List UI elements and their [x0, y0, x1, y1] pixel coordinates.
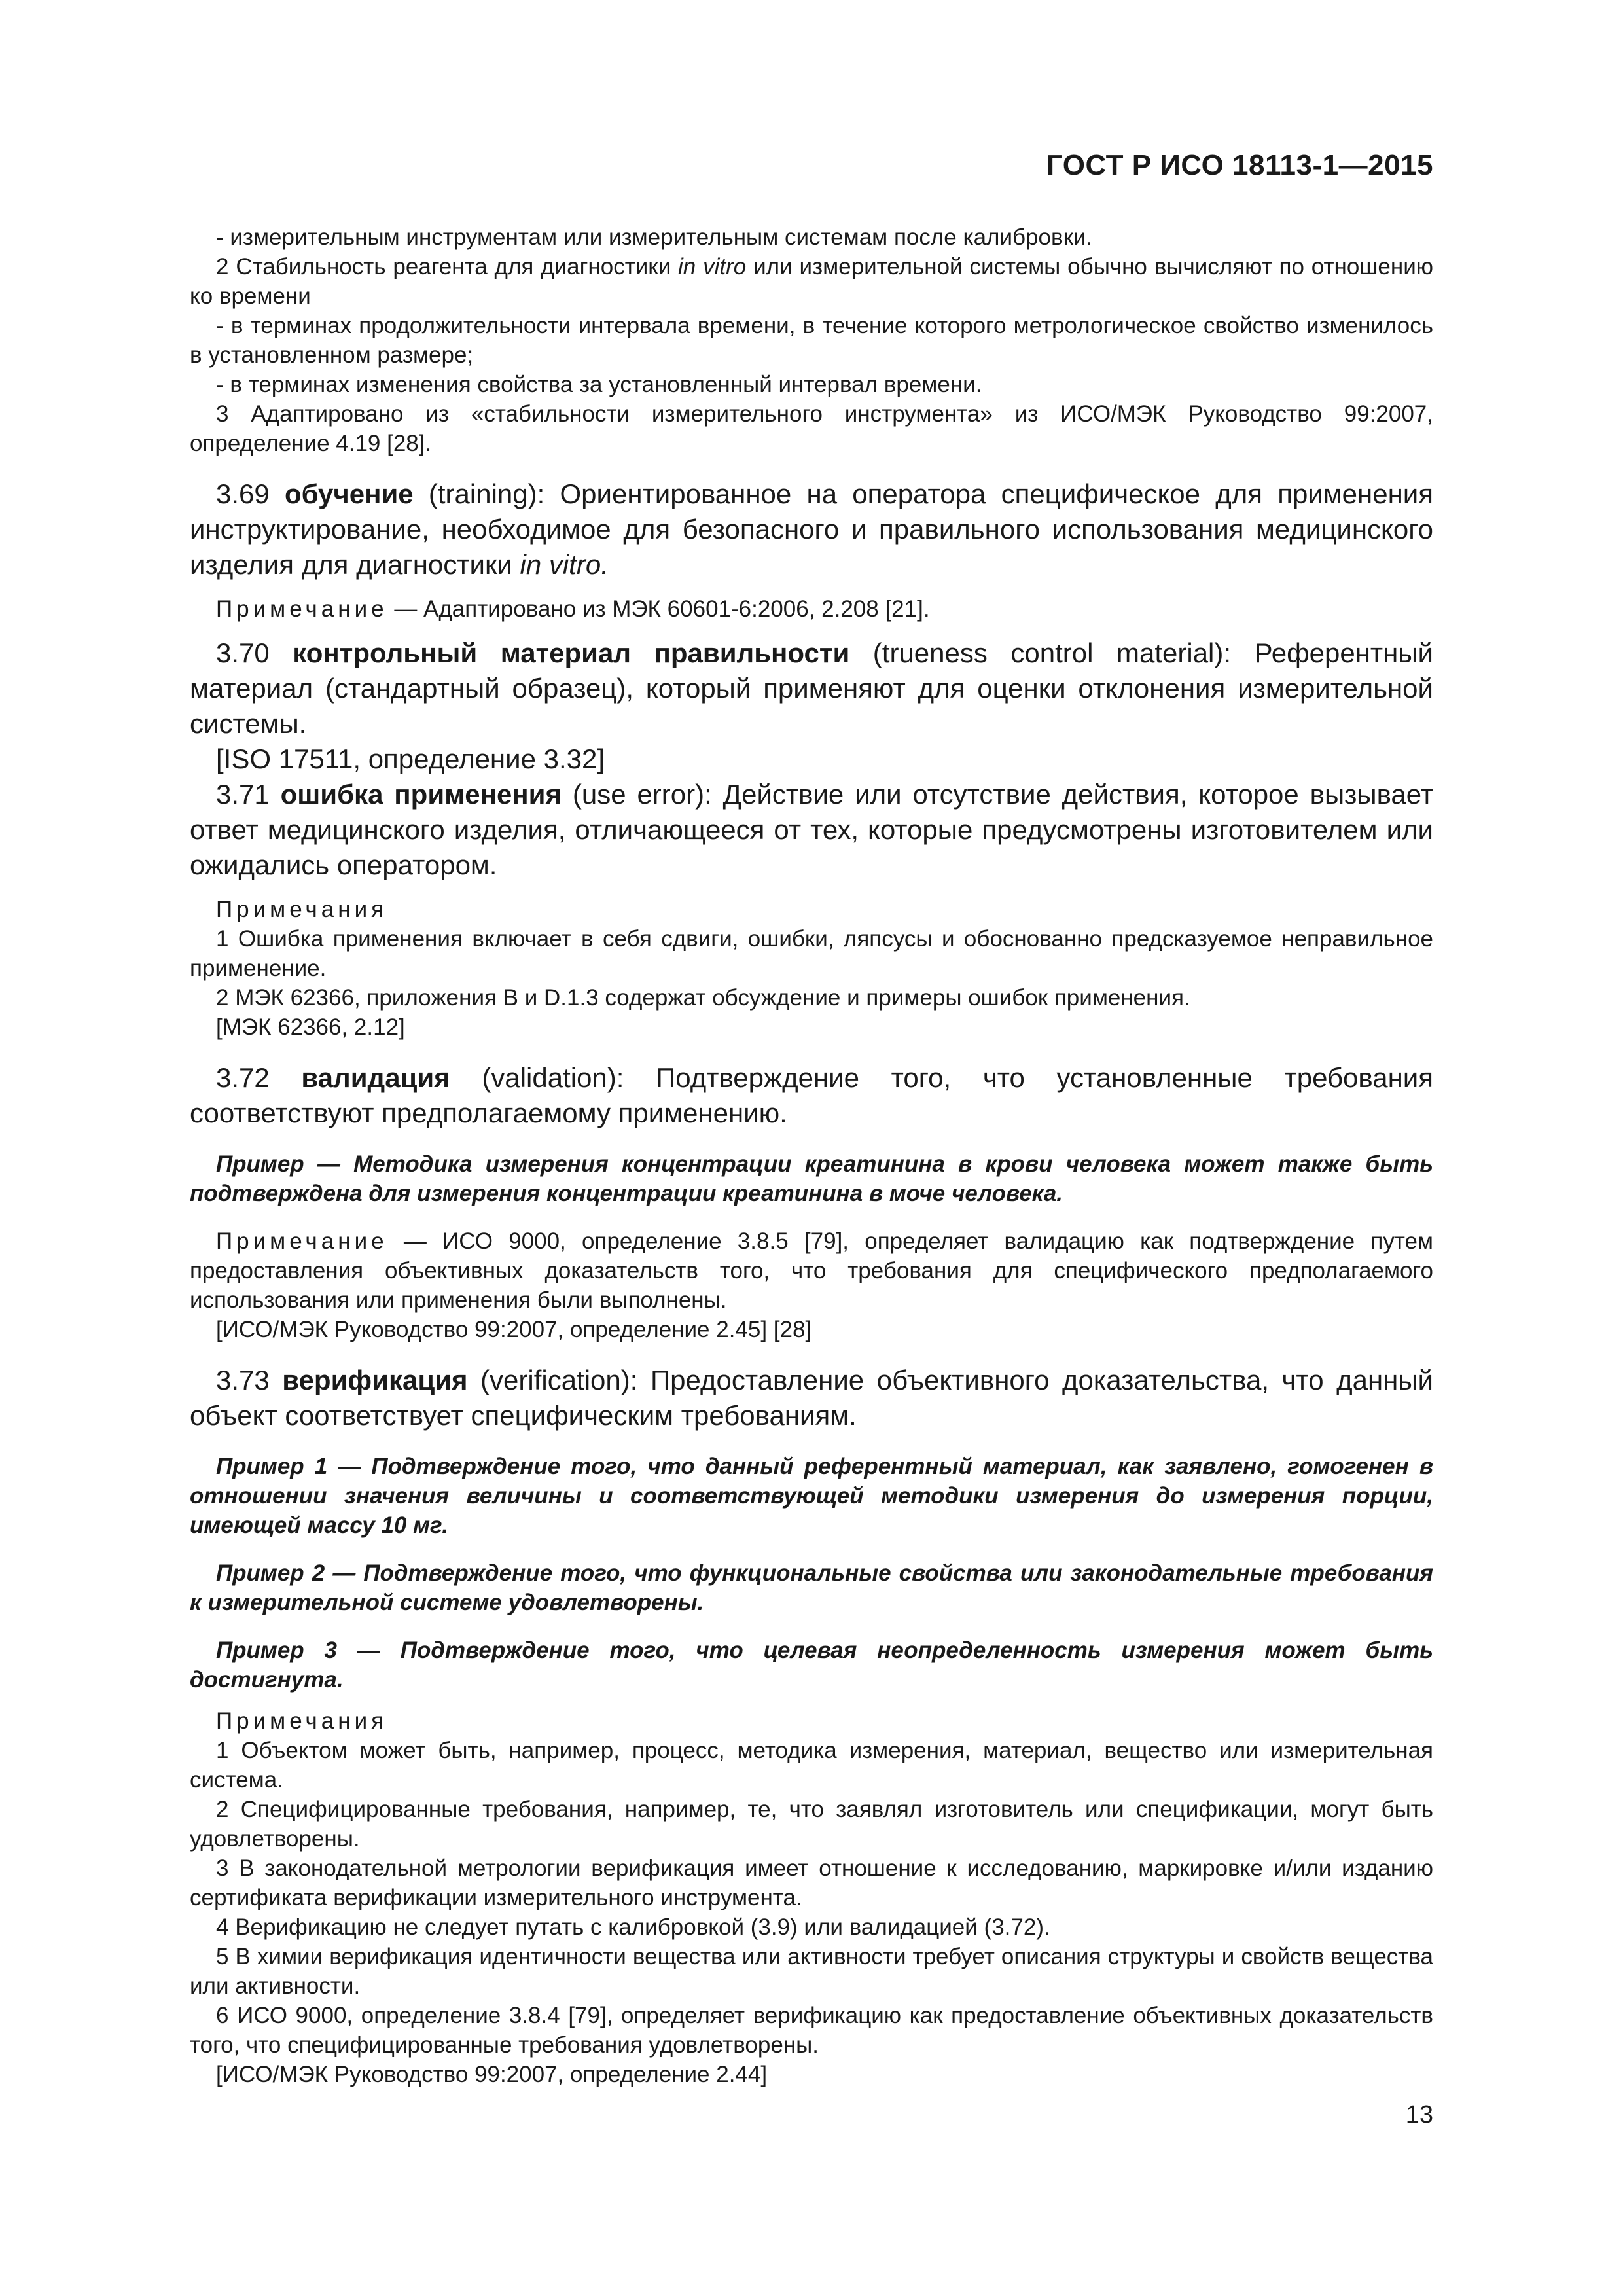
- term-title: валидация: [301, 1062, 450, 1093]
- term-3-73-note-2: 2 Специфицированные требования, например, те, что заявлял изготовитель или спецификации, могут быть удовлетворены.: [190, 1797, 1433, 1852]
- term-3-73-example-2: Пример 2 — Подтверждение того, что функциональные свойства или законодательные требования к измерительной системе удовлетворены.: [190, 1560, 1433, 1615]
- term-3-71-note-2: 2 МЭК 62366, приложения В и D.1.3 содержат обсуждение и примеры ошибок применения.: [216, 985, 1190, 1011]
- term-3-73-note-3: 3 В законодательной метрологии верификация имеет отношение к исследованию, маркировке и/или изданию сертификата верификации измерительного инструмента.: [190, 1856, 1433, 1910]
- term-title: верификация: [282, 1365, 468, 1395]
- term-3-69: 3.69 обучение (training): Ориентированное на оператора специфическое для применения инструктирование, необходимое для безопасного и правильного использования медицинского изделия для диагностики in vitro.: [190, 478, 1433, 580]
- term-title: контрольный материал правильности: [293, 637, 850, 668]
- intro-note-2: 2 Стабильность реагента для диагностики in vitro или измерительной системы обычно вычисляют по отношению ко времени: [190, 254, 1434, 309]
- intro-line-1: - измерительным инструментам или измерительным системам после калибровки.: [216, 224, 1093, 250]
- term-3-71-notes-label: Примечания: [216, 897, 388, 922]
- term-3-71-note-1: 1 Ошибка применения включает в себя сдвиги, ошибки, ляпсусы и обоснованно предсказуемое неправильное применение.: [190, 926, 1433, 981]
- intro-note-3: 3 Адаптировано из «стабильности измерительного инструмента» из ИСО/МЭК Руководство 99:2007, определение 4.19 [28].: [190, 401, 1433, 456]
- term-3-70: 3.70 контрольный материал правильности (trueness control material): Референтный материал (стандартный образец), который применяют для оценки отклонения измерительной системы.: [190, 637, 1433, 739]
- document-id-header: ГОСТ Р ИСО 18113-1—2015: [1046, 149, 1433, 181]
- term-3-73-note-5: 5 В химии верификация идентичности вещества или активности требует описания структуры и свойств вещества или активности.: [190, 1944, 1433, 1999]
- term-3-73-example-1: Пример 1 — Подтверждение того, что данный референтный материал, как заявлено, гомогенен в отношении значения величины и соответствующей методики измерения до измерения порции, имеющей массу 10 мг.: [190, 1454, 1433, 1538]
- page-content: [190, 223, 1433, 2089]
- term-3-72-note: Примечание — ИСО 9000, определение 3.8.5 [79], определяет валидацию как подтверждение путем предоставления объективных доказательств того, что требования для специфического предполагаемого использования или применения были выполнены.: [190, 1229, 1433, 1313]
- term-3-72-example: Пример — Методика измерения концентрации креатинина в крови человека может также быть подтверждена для измерения концентрации креатинина в моче человека.: [190, 1151, 1433, 1206]
- term-3-72-ref: [ИСО/МЭК Руководство 99:2007, определение 2.45] [28]: [216, 1317, 812, 1342]
- term-3-69-note: Примечание — Адаптировано из МЭК 60601-6:2006, 2.208 [21].: [216, 596, 930, 622]
- term-title: обучение: [284, 478, 414, 509]
- term-3-73-note-6: 6 ИСО 9000, определение 3.8.4 [79], определяет верификацию как предоставление объективных доказательств того, что специфицированные требования удовлетворены.: [190, 2003, 1433, 2058]
- term-3-72: 3.72 валидация (validation): Подтверждение того, что установленные требования соответствуют предполагаемому применению.: [190, 1062, 1434, 1128]
- term-title: ошибка применения: [280, 779, 562, 810]
- term-3-73-note-4: 4 Верификацию не следует путать с калибровкой (3.9) или валидацией (3.72).: [216, 1914, 1050, 1940]
- term-3-73-example-3: Пример 3 — Подтверждение того, что целевая неопределенность измерения может быть достигнута.: [190, 1638, 1433, 1693]
- term-3-73-ref: [ИСО/МЭК Руководство 99:2007, определение 2.44]: [216, 2062, 768, 2087]
- term-3-71-ref: [МЭК 62366, 2.12]: [216, 1014, 405, 1040]
- intro-line-4: - в терминах изменения свойства за установленный интервал времени.: [216, 372, 982, 397]
- term-3-73-note-1: 1 Объектом может быть, например, процесс, методика измерения, материал, вещество или измерительная система.: [190, 1738, 1433, 1793]
- page-number: 13: [1405, 2101, 1433, 2128]
- term-3-73-notes-label: Примечания: [216, 1708, 388, 1734]
- term-3-71: 3.71 ошибка применения (use error): Действие или отсутствие действия, которое вызывает ответ медицинского изделия, отличающееся от тех, которые предусмотрены изготовителем или ожидались оператором.: [190, 779, 1433, 880]
- term-3-70-ref: [ISO 17511, определение 3.32]: [216, 744, 605, 774]
- term-3-73: 3.73 верификация (verification): Предоставление объективного доказательства, что данный объект соответствует специфическим требованиям.: [190, 1365, 1433, 1431]
- intro-line-3: - в терминах продолжительности интервала времени, в течение которого метрологическое свойство изменилось в установленном размере;: [190, 313, 1433, 368]
